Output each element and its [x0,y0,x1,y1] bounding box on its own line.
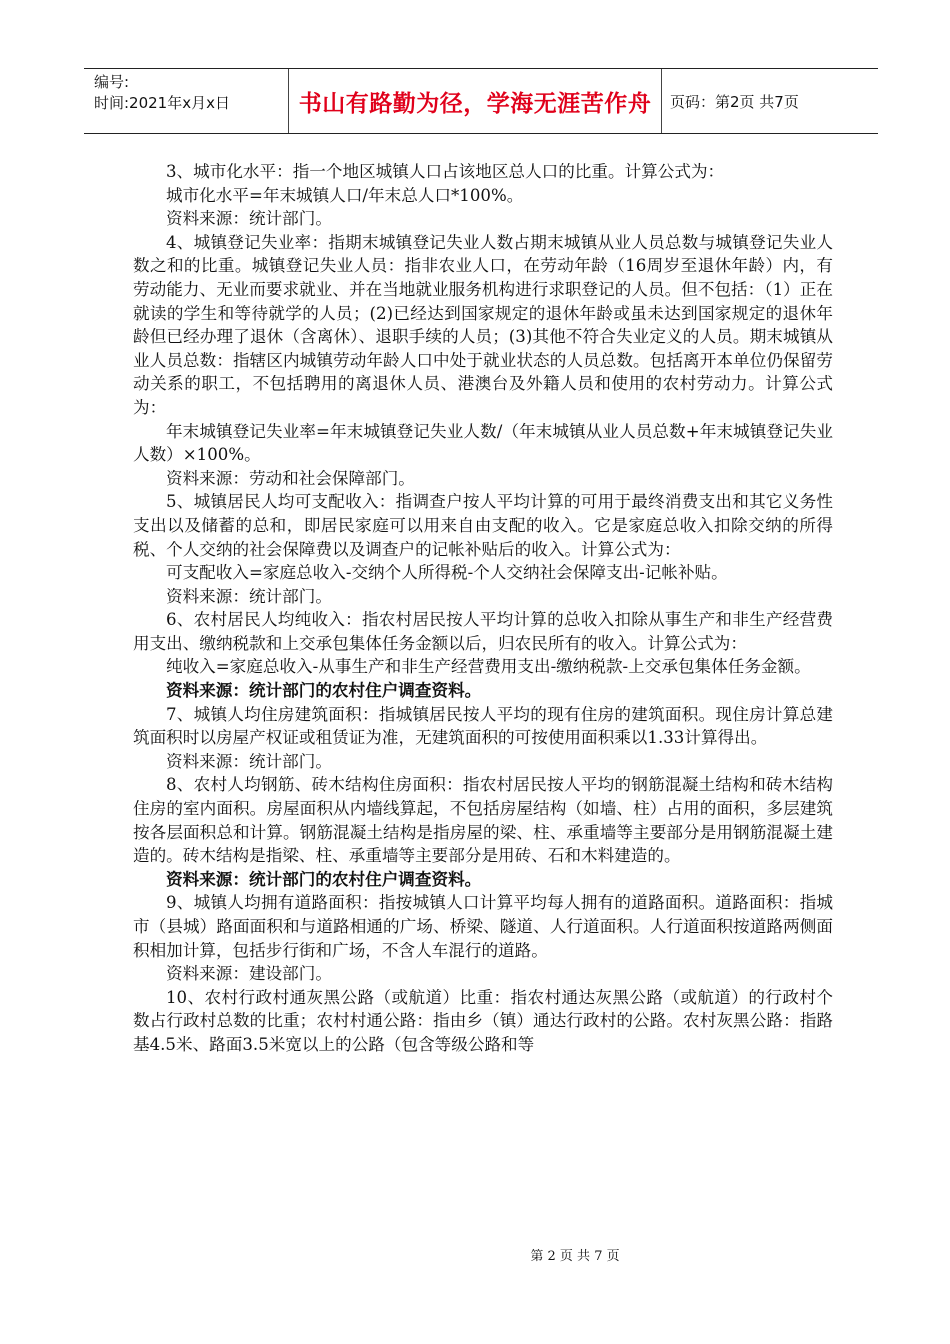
paragraph: 7、城镇人均住房建筑面积：指城镇居民按人平均的现有住房的建筑面积。现住房计算总建筑面积时以房屋产权证或租赁证为准，无建筑面积的可按使用面积乘以1.33计算得出。 [133,704,833,748]
paragraph: 5、城镇居民人均可支配收入：指调查户按人平均计算的可用于最终消费支出和其它义务性支出以及储蓄的总和，即居民家庭可以用来自由支配的收入。它是家庭总收入扣除交纳的所得税、个人交纳的社会保障费以及调查户的记帐补贴后的收入。计算公式为： [133,492,833,559]
paragraph: 9、城镇人均拥有道路面积：指按城镇人口计算平均每人拥有的道路面积。道路面积：指城市（县城）路面面积和与道路相通的广场、桥梁、隧道、人行道面积。人行道面积按道路两侧面积相加计算，包括步行街和广场，不含人车混行的道路。 [133,893,833,960]
paragraph: 8、农村人均钢筋、砖木结构住房面积：指农村居民按人平均的钢筋混凝土结构和砖木结构住房的室内面积。房屋面积从内墙线算起，不包括房屋结构（如墙、柱）占用的面积，多层建筑按各层面积总和计算。钢筋混凝土结构是指房屋的梁、柱、承重墙等主要部分是用钢筋混凝土建造的。砖木结构是指梁、柱、承重墙等主要部分是用砖、石和木料建造的。 [133,775,833,866]
paragraph: 资料来源：统计部门。 [166,586,332,606]
header-motto: 书山有路勤为径，学海无涯苦作舟 [289,69,662,133]
paragraph: 10、农村行政村通灰黑公路（或航道）比重：指农村通达灰黑公路（或航道）的行政村个数占行政村总数的比重；农村村通公路：指由乡（镇）通达行政村的公路。农村灰黑公路：指路基4.5米、路面3.5米宽以上的公路（包含等级公路和等 [133,987,833,1054]
header-page-info: 页码：第2页 共7页 [670,92,799,111]
paragraph: 资料来源：劳动和社会保障部门。 [166,468,415,488]
paragraph: 6、农村居民人均纯收入：指农村居民按人平均计算的总收入扣除从事生产和非生产经营费用支出、缴纳税款和上交承包集体任务金额以后，归农民所有的收入。计算公式为： [133,610,833,653]
paragraph: 3、城市化水平：指一个地区城镇人口占该地区总人口的比重。计算公式为： [166,162,725,181]
serial-label: 编号: [94,73,130,91]
paragraph: 纯收入=家庭总收入-从事生产和非生产经营费用支出-缴纳税款-上交承包集体任务金额。 [166,657,811,677]
paragraph: 资料来源：建设部门。 [166,964,332,984]
paragraph: 年末城镇登记失业率=年末城镇登记失业人数/（年末城镇从业人员总数+年末城镇登记失业人数）×100%。 [133,421,833,465]
paragraph: 资料来源：统计部门的农村住户调查资料。 [166,680,482,701]
document-body [133,160,833,1057]
paragraph: 资料来源：统计部门的农村住户调查资料。 [166,868,482,889]
document-header [84,68,878,134]
header-meta [84,69,289,133]
paragraph: 可支配收入=家庭总收入-交纳个人所得税-个人交纳社会保障支出-记帐补贴。 [166,563,728,583]
time-label: 时间:2021年x月x日 [94,94,230,112]
page-footer: 第 2 页 共 7 页 [530,1249,620,1264]
paragraph: 城市化水平=年末城镇人口/年末总人口*100%。 [166,185,524,205]
paragraph: 4、城镇登记失业率：指期末城镇登记失业人数占期末城镇从业人员总数与城镇登记失业人数之和的比重。城镇登记失业人员：指非农业人口，在劳动年龄（16周岁至退休年龄）内，有劳动能力、无业而要求就业、并在当地就业服务机构进行求职登记的人员。但不包括：（1）正在就读的学生和等待就学的人员；(2)已经达到国家规定的退休年龄或虽未达到国家规定的退休年龄但已经办理了退休（含离休）、退职手续的人员；(3)其他不符合失业定义的人员。期末城镇从业人员总数：指辖区内城镇劳动年龄人口中处于就业状态的人员总数。包括离开本单位仍保留劳动关系的职工，不包括聘用的离退休人员、港澳台及外籍人员和使用的农村劳动力。计算公式为： [133,232,833,417]
paragraph: 资料来源：统计部门。 [166,751,332,771]
paragraph: 资料来源：统计部门。 [166,209,332,229]
